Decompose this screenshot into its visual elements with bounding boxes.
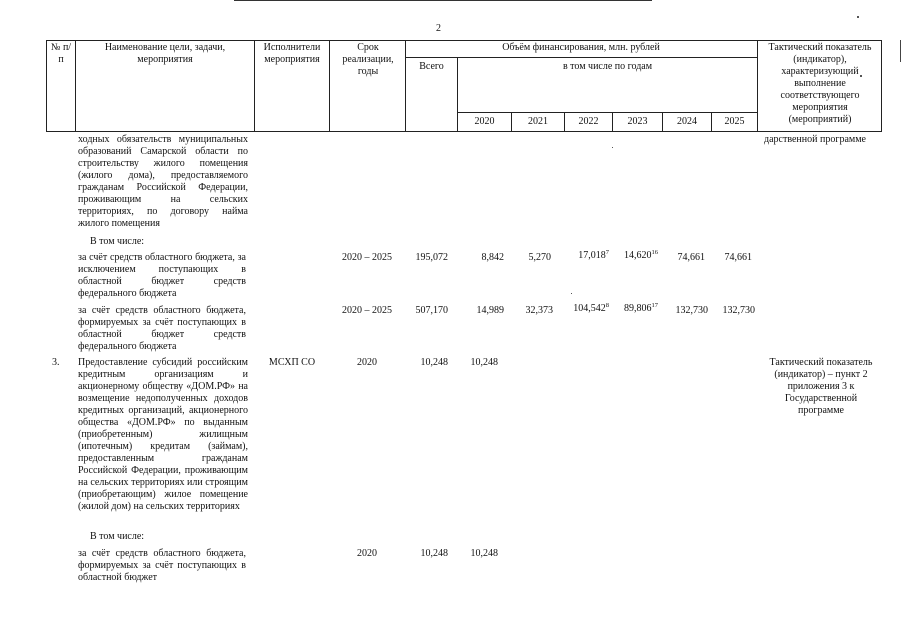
row1-2020: 8,842 [481, 252, 504, 263]
row3-term: 2020 [357, 357, 377, 368]
row3-total: 10,248 [420, 357, 448, 368]
scan-speck [860, 75, 862, 77]
header-year-2023: 2023 [627, 116, 648, 127]
row2-term: 2020 – 2025 [342, 305, 392, 316]
header-year-2020: 2020 [474, 116, 495, 127]
row2-2025: 132,730 [722, 305, 755, 316]
row4-total: 10,248 [420, 548, 448, 559]
row2-2020: 14,989 [476, 305, 504, 316]
border-col-6 [881, 40, 882, 132]
row2-2023-footnote: 17 [651, 302, 658, 309]
header-col-name: Наименование цели, задачи, мероприятия [104, 42, 226, 65]
years-subheader-line [457, 112, 757, 113]
row1-2023 [605, 249, 658, 262]
header-col-by-years: в том числе по годам [562, 61, 653, 72]
row1-2021: 5,270 [528, 252, 551, 263]
row1-2023-footnote: 16 [651, 249, 658, 256]
border-col-0 [46, 40, 47, 132]
border-col-total [457, 57, 458, 132]
border-col-2022 [612, 112, 613, 132]
scan-speck [857, 16, 859, 18]
row1-2025: 74,661 [724, 252, 752, 263]
border-col-2020 [511, 112, 512, 132]
row4-name: за счёт средств областного бюджета, формируемых за счёт поступающих в областной бюджет [78, 548, 246, 583]
border-col-5 [757, 40, 758, 132]
header-col-indicator: Тактический показатель (индикатор), характеризующий выполнение соответствующего мероприятия (мероприятий) [768, 42, 872, 125]
header-year-2021: 2021 [528, 116, 548, 127]
row2-total: 507,170 [415, 305, 448, 316]
border-col-4 [405, 40, 406, 132]
row1-2022-value: 17,018 [578, 250, 606, 261]
row2-2022-footnote: 8 [605, 302, 609, 309]
row4-2020: 10,248 [470, 548, 498, 559]
row2-2023-value: 89,806 [624, 303, 652, 314]
page-number: 2 [436, 23, 441, 34]
cont-row-name: ходных обязательств муниципальных образований Самарской области по строительству жилого помещения (жилого дома), предоставляемого гражданам Российской Федерации, проживающим на сельских территориях, по договору найма жилого помещения [78, 134, 248, 229]
top-edge-line [234, 0, 652, 1]
border-col-3 [329, 40, 330, 132]
row2-2022-value: 104,542 [573, 303, 606, 314]
row2-2023 [605, 302, 658, 315]
scan-edge-mark [900, 40, 901, 62]
cont-row-indicator: дарственной программе [764, 134, 866, 145]
border-col-2021 [564, 112, 565, 132]
header-year-2024: 2024 [677, 116, 697, 127]
row3-2020: 10,248 [470, 357, 498, 368]
header-col-total: Всего [419, 61, 444, 72]
row3-executor: МСХП СО [268, 357, 316, 368]
incl-label-1: В том числе: [90, 236, 145, 247]
row1-2023-value: 14,620 [624, 250, 652, 261]
row2-name: за счёт средств областного бюджета, формируемых за счёт поступающих в областной бюджет средств федерального бюджета [78, 305, 246, 352]
header-col-no: № п/п [50, 42, 72, 65]
incl-label-2: В том числе: [90, 531, 145, 542]
header-col-term: Срок реализации, годы [342, 42, 394, 77]
border-col-2024 [711, 112, 712, 132]
row2-2024: 132,730 [675, 305, 708, 316]
row1-2022-footnote: 7 [605, 249, 609, 256]
row1-2022 [560, 250, 609, 262]
row1-term: 2020 – 2025 [342, 252, 392, 263]
row2-2022 [556, 303, 609, 315]
row2-2021: 32,373 [525, 305, 553, 316]
row1-total: 195,072 [415, 252, 448, 263]
scan-speck [571, 293, 572, 294]
border-col-2023 [662, 112, 663, 132]
row3-name: Предоставление субсидий российским кредитным организациям и акционерному обществу «ДОМ.РФ» на возмещение недополученных доходов кредитных организаций, акционерного общества «ДОМ.РФ» по выданным (приобретенным) жилищным (ипотечным) кредитам (займам), предоставленным гражданам Российской Федерации, проживающим на сельских территориях или строящим (приобретающим) жилое помещение (жилой дом) на сельских территориях [78, 357, 248, 512]
row3-indicator: Тактический показатель (индикатор) – пункт 2 приложения 3 к Государственной программе [769, 357, 873, 416]
header-year-2025: 2025 [724, 116, 745, 127]
row4-term: 2020 [357, 548, 377, 559]
header-year-2022: 2022 [578, 116, 599, 127]
scan-speck [612, 147, 613, 148]
row3-number: 3. [52, 357, 60, 368]
border-col-2 [254, 40, 255, 132]
header-col-funding: Объём финансирования, млн. рублей [502, 42, 660, 53]
border-col-1 [75, 40, 76, 132]
header-col-executor: Исполнители мероприятия [263, 42, 321, 65]
row1-name: за счёт средств областного бюджета, за исключением поступающих в областной бюджет средств федерального бюджета [78, 252, 246, 299]
row1-2024: 74,661 [677, 252, 705, 263]
